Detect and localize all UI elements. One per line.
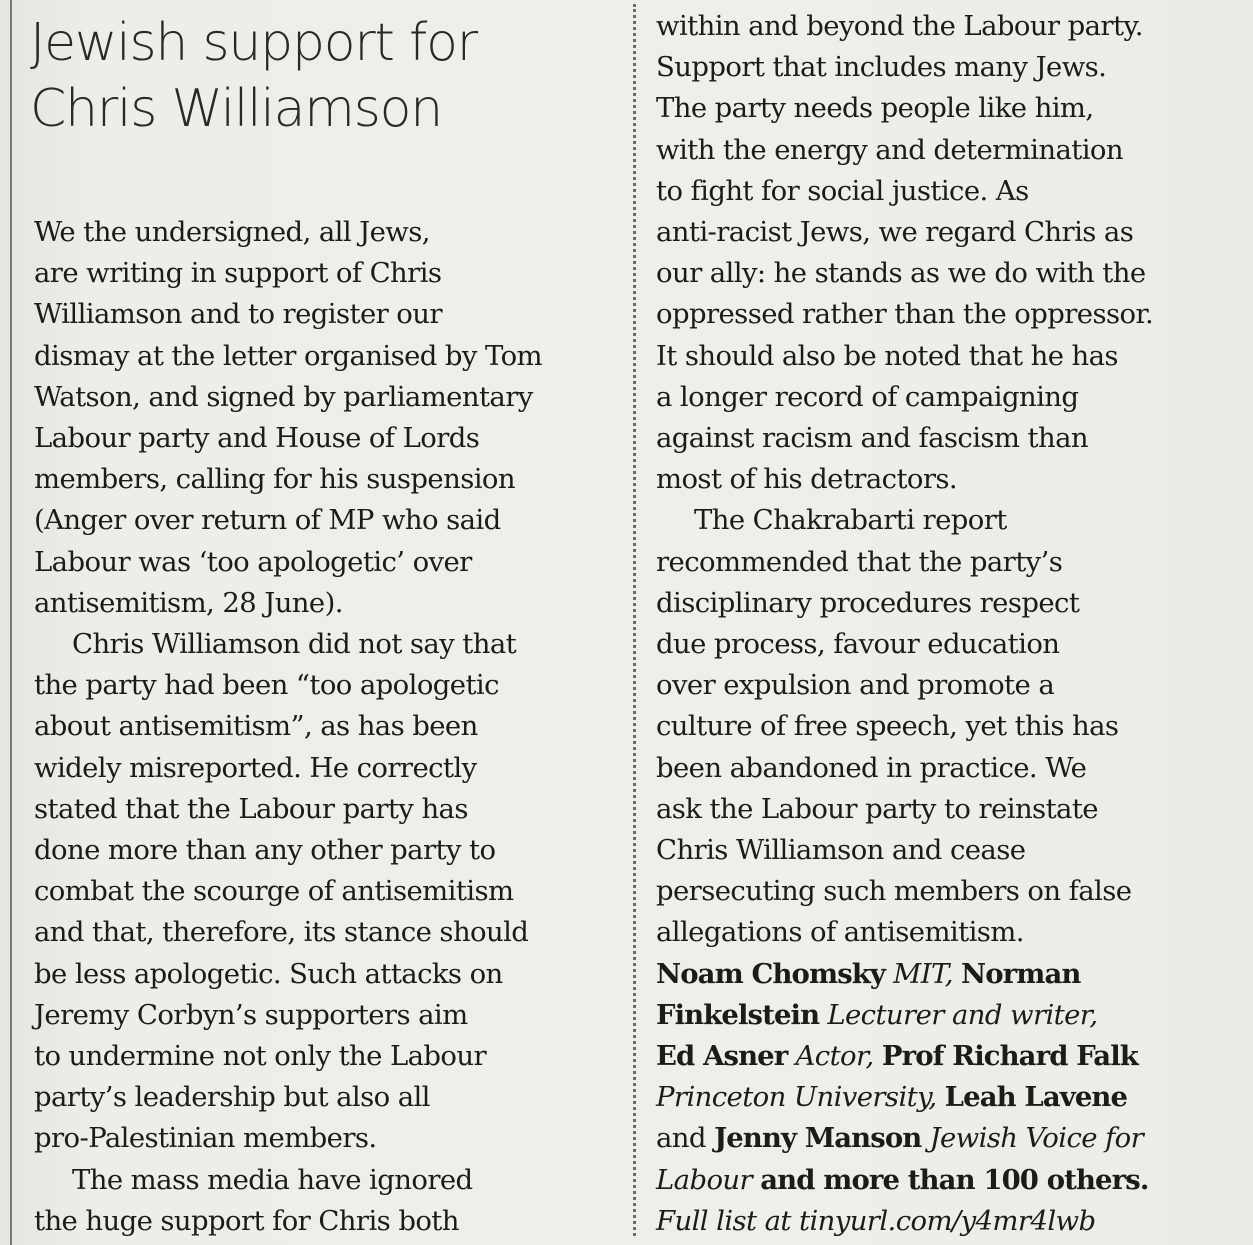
headline-line: Chris Williamson [30,79,442,139]
body-text-line: Watson, and signed by parliamentary [34,380,533,413]
signatory-affiliation: Actor, [795,1040,874,1073]
body-text-line: over expulsion and promote a [656,669,1055,702]
signatory-affiliation: Lecturer and writer, [827,998,1098,1031]
signatory-line [656,1118,1246,1159]
body-text-line: Chris Williamson did not say that [72,628,517,661]
body-text-line: (Anger over return of MP who said [34,504,501,537]
body-text-line: ask the Labour party to reinstate [656,792,1098,825]
body-text-line: pro-Palestinian members. [34,1122,377,1155]
body-text-line: widely misreported. He correctly [34,751,477,784]
body-text-line: stated that the Labour party has [34,792,468,825]
body-text-line: and that, therefore, its stance should [34,916,529,949]
signatory-line [656,1160,1246,1201]
body-text-line: the party had been “too apologetic [34,669,499,702]
body-text-line: party’s leadership but also all [34,1081,430,1114]
signatory-name: Noam Chomsky [656,957,886,990]
body-paragraph [656,500,1246,953]
signatory-affiliation: Princeton University, [656,1081,937,1114]
body-text-line: We the undersigned, all Jews, [34,216,430,248]
body-text-line: been abandoned in practice. We [656,751,1087,784]
signatory-name: Jenny Manson [714,1122,922,1155]
signatory-name: Finkelstein [656,998,820,1031]
body-paragraph [656,6,1246,500]
body-text-line: oppressed rather than the oppressor. [656,298,1154,331]
body-text-line: antisemitism, 28 June). [34,586,343,619]
body-text-line: Labour party and House of Lords [34,422,480,455]
body-text-line: be less apologetic. Such attacks on [34,957,503,990]
body-text-line: most of his detractors. [656,463,958,496]
body-text-line: due process, favour education [656,628,1060,661]
body-text-line: The Chakrabarti report [694,504,1007,537]
right-column-body [656,6,1246,954]
body-text-line: recommended that the party’s [656,545,1063,578]
column-divider [633,4,636,1236]
signatory-conjunction: and [656,1122,706,1155]
signatory-affiliation: Labour [656,1163,753,1196]
body-text-line: within and beyond the Labour party. [656,10,1143,42]
body-text-line: Jeremy Corbyn’s supporters aim [34,998,468,1031]
headline [30,10,620,142]
headline-line: Jewish support for [30,13,477,73]
body-text-line: It should also be noted that he has [656,339,1118,372]
signatory-name: Norman [961,957,1081,990]
body-paragraph [34,1160,624,1242]
body-text-line: about antisemitism”, as has been [34,710,478,743]
body-text-line: Williamson and to register our [34,298,442,331]
body-text-line: with the energy and determination [656,133,1123,166]
body-text-line: a longer record of campaigning [656,380,1079,413]
signatory-name: Ed Asner [656,1040,788,1073]
body-text-line: done more than any other party to [34,834,496,867]
signatory-affiliation: MIT, [893,957,953,990]
body-text-line: the huge support for Chris both [34,1204,459,1237]
body-text-line: disciplinary procedures respect [656,586,1080,619]
body-text-line: members, calling for his suspension [34,463,515,496]
signatory-affiliation: Jewish Voice for [929,1122,1144,1155]
body-text-line: allegations of antisemitism. [656,916,1024,949]
body-text-line: culture of free speech, yet this has [656,710,1119,743]
body-text-line: to undermine not only the Labour [34,1040,487,1073]
body-paragraph [34,624,624,1160]
right-column [656,6,1246,1242]
full-list-link-text: Full list at tinyurl.com/y4mr4lwb [656,1204,1096,1237]
body-text-line: combat the scourge of antisemitism [34,875,514,908]
body-text-line: anti-racist Jews, we regard Chris as [656,216,1134,249]
body-text-line: persecuting such members on false [656,875,1132,908]
body-text-line: Chris Williamson and cease [656,834,1026,867]
signatory-name: Leah Lavene [944,1081,1128,1114]
signatory-line [656,995,1246,1036]
signatory-line [656,1036,1246,1077]
body-text-line: our ally: he stands as we do with the [656,257,1146,290]
body-text-line: Labour was ‘too apologetic’ over [34,545,472,578]
left-column [34,212,624,1242]
body-text-line: The mass media have ignored [72,1163,473,1196]
signatory-count: and more than 100 others. [760,1163,1149,1196]
signatory-name: Prof Richard Falk [881,1040,1138,1073]
left-column-rule [10,0,12,1245]
signatory-line [656,1077,1246,1118]
body-paragraph [34,212,624,624]
body-text-line: dismay at the letter organised by Tom [34,339,543,372]
signatories [656,954,1246,1242]
signatory-line [656,954,1246,995]
body-text-line: The party needs people like him, [656,92,1094,125]
body-text-line: are writing in support of Chris [34,257,442,290]
body-text-line: to fight for social justice. As [656,174,1029,207]
body-text-line: Support that includes many Jews. [656,51,1107,84]
body-text-line: against racism and fascism than [656,422,1089,455]
